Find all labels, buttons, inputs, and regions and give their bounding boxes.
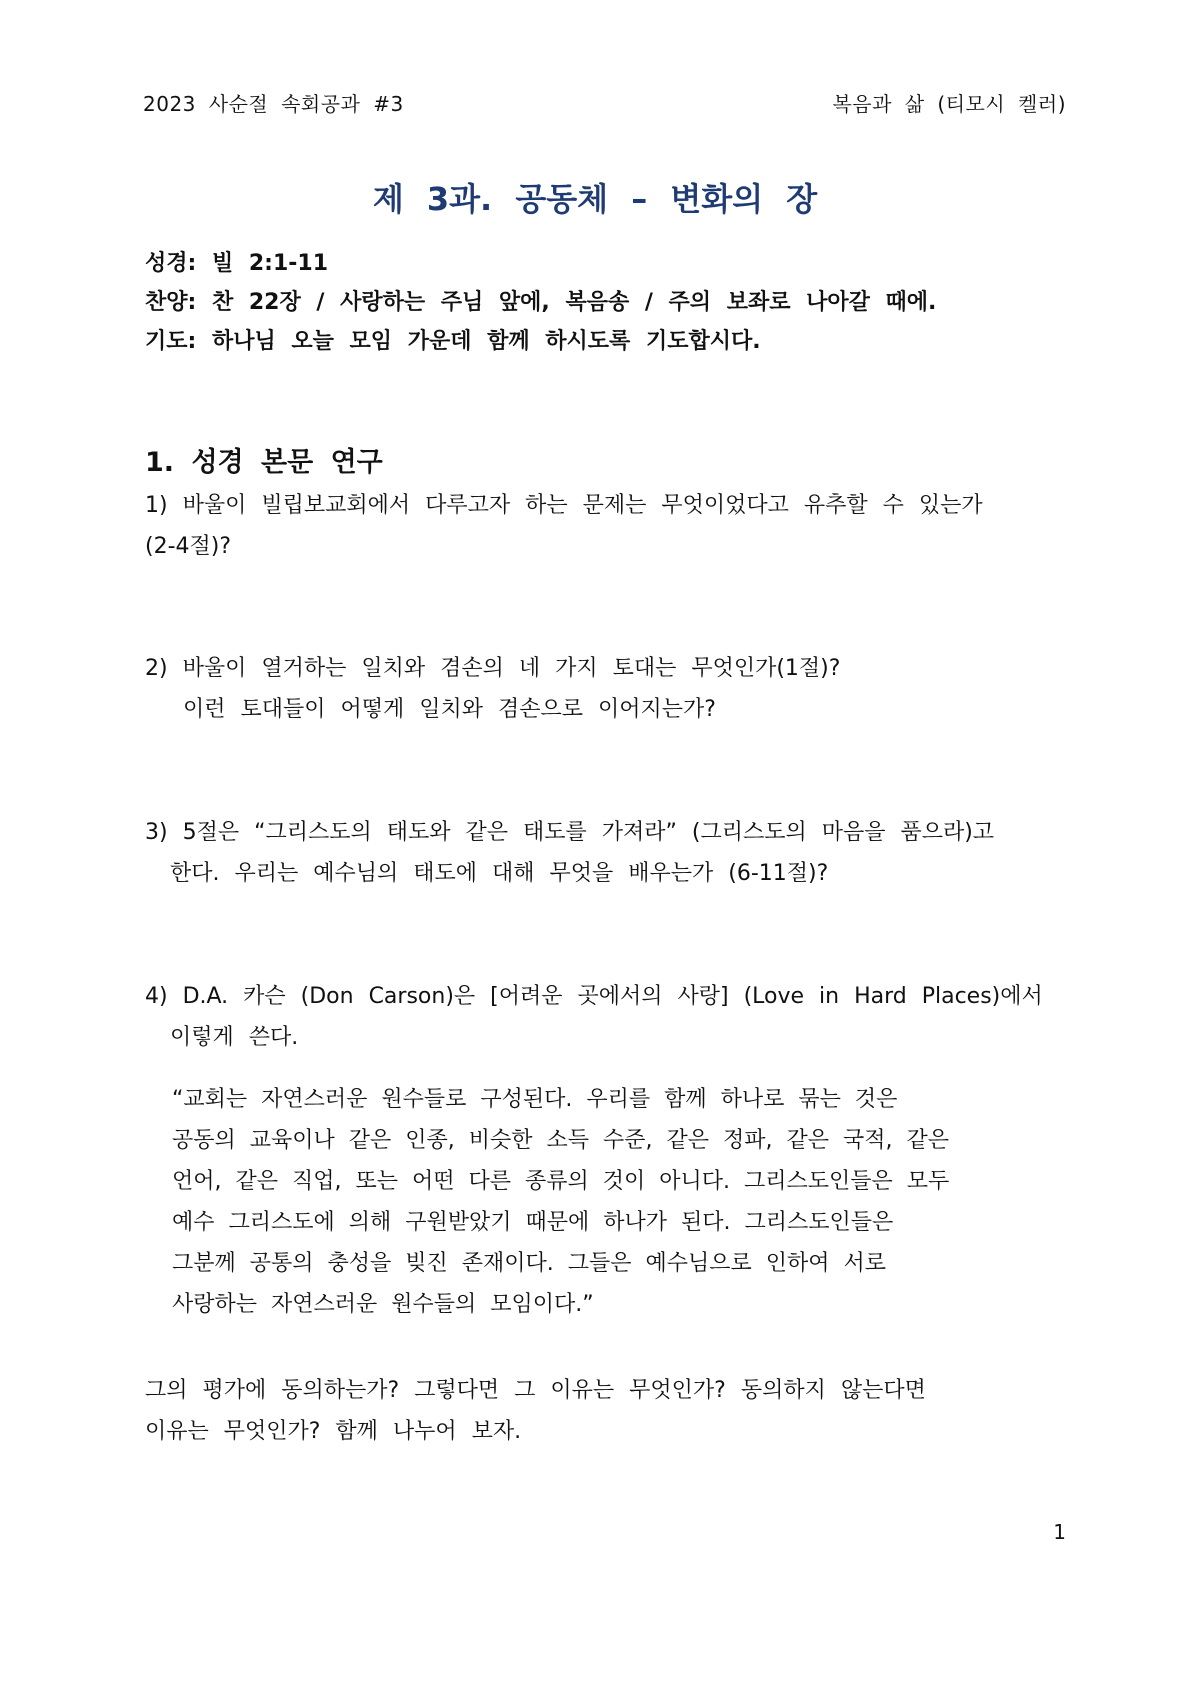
quote-line: 언어, 같은 직업, 또는 어떤 다른 종류의 것이 아니다. 그리스도인들은 모두 bbox=[172, 1169, 950, 1194]
quote-line: 사랑하는 자연스러운 원수들의 모임이다.” bbox=[172, 1292, 594, 1317]
hymn-line: 찬양: 찬 22장 / 사랑하는 주님 앞에, 복음송 / 주의 보좌로 나아갈 때에. bbox=[145, 290, 937, 315]
question-4-line-1: 4) D.A. 카슨 (Don Carson)은 [어려운 곳에서의 사랑] (Love in Hard Places)에서 bbox=[145, 984, 1043, 1009]
lesson-title: 제 3과. 공동체 – 변화의 장 bbox=[372, 180, 818, 218]
quote-line: 공동의 교육이나 같은 인종, 비슷한 소득 수준, 같은 정파, 같은 국적, 같은 bbox=[172, 1128, 949, 1153]
scripture-line: 성경: 빌 2:1-11 bbox=[145, 251, 329, 276]
question-4-line-2: 이렇게 쓴다. bbox=[170, 1025, 299, 1050]
question-2-line-1: 2) 바울이 열거하는 일치와 겸손의 네 가지 토대는 무엇인가(1절)? bbox=[145, 656, 841, 681]
quote-line: 예수 그리스도에 의해 구원받았기 때문에 하나가 된다. 그리스도인들은 bbox=[172, 1210, 894, 1235]
page-number: 1 bbox=[1053, 1520, 1066, 1544]
section-heading: 1. 성경 본문 연구 bbox=[145, 447, 383, 478]
follow-up-line-1: 그의 평가에 동의하는가? 그렇다면 그 이유는 무엇인가? 동의하지 않는다면 bbox=[145, 1378, 926, 1403]
prayer-line: 기도: 하나님 오늘 모임 가운데 함께 하시도록 기도합시다. bbox=[145, 329, 761, 354]
follow-up-line-2: 이유는 무엇인가? 함께 나누어 보자. bbox=[145, 1419, 522, 1444]
quote-line: “교회는 자연스러운 원수들로 구성된다. 우리를 함께 하나로 묶는 것은 bbox=[172, 1087, 898, 1112]
question-3-line-2: 한다. 우리는 예수님의 태도에 대해 무엇을 배우는가 (6-11절)? bbox=[170, 861, 829, 886]
question-1-line-2: (2-4절)? bbox=[145, 534, 232, 559]
question-2-line-2: 이런 토대들이 어떻게 일치와 겸손으로 이어지는가? bbox=[183, 697, 716, 722]
quote-line: 그분께 공통의 충성을 빚진 존재이다. 그들은 예수님으로 인하여 서로 bbox=[172, 1251, 886, 1276]
header-left: 2023 사순절 속회공과 #3 bbox=[143, 92, 404, 116]
header-right: 복음과 삶 (티모시 켈러) bbox=[832, 92, 1066, 116]
question-1-line-1: 1) 바울이 빌립보교회에서 다루고자 하는 문제는 무엇이었다고 유추할 수 있는가 bbox=[145, 493, 983, 518]
question-3-line-1: 3) 5절은 “그리스도의 태도와 같은 태도를 가져라” (그리스도의 마음을 품으라)고 bbox=[145, 820, 995, 845]
